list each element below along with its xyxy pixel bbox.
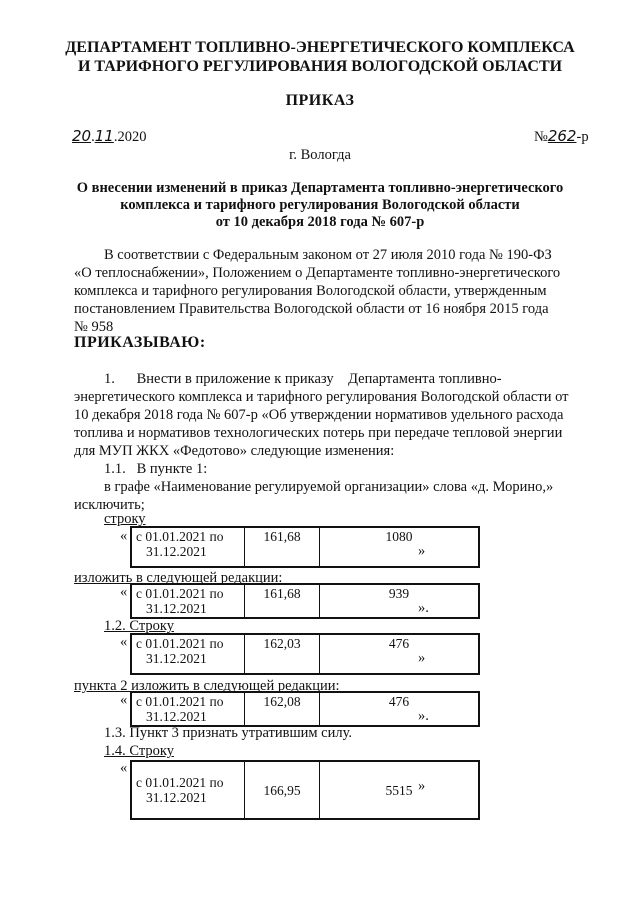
period-cell: с 01.01.2021 по 31.12.2021 — [131, 634, 245, 674]
clause-1-4: 1.4. Строку — [104, 743, 174, 759]
period-cell: с 01.01.2021 по 31.12.2021 — [131, 584, 245, 618]
date-month: 11 — [94, 127, 114, 145]
department-name-line1: ДЕПАРТАМЕНТ ТОПЛИВНО-ЭНЕРГЕТИЧЕСКОГО КОМПЛЕКСА — [65, 39, 575, 56]
preamble: В соответствии с Федеральным законом от 27 июля 2010 года № 190-ФЗ «О теплоснабжении», Положением о Департаменте топливно-энергетического комплекса и тарифного регулирования Вологодской области, утвержденным постановлением Правительства Вологодской области от 16 ноября 2015 года № 958 — [74, 247, 561, 335]
quote-close: » — [418, 543, 426, 559]
quote-close: » — [418, 650, 426, 666]
period-cell: с 01.01.2021 по 31.12.2021 — [131, 527, 245, 567]
quote-open: « — [120, 692, 128, 708]
quote-open: « — [120, 528, 128, 544]
clause-1-1-exclude: исключить; — [74, 497, 145, 513]
clause-1-2: 1.2. Строку — [104, 618, 174, 634]
fuel-norm-cell: 166,95 — [245, 761, 320, 819]
clause-1-1-text: в графе «Наименование регулируемой организации» слова «д. Морино,» — [104, 479, 554, 495]
redaction-label: изложить в следующей редакции: — [74, 570, 283, 586]
city: г. Вологда — [289, 147, 351, 163]
fuel-norm-cell: 162,08 — [245, 692, 320, 726]
norms-table-row — [130, 633, 480, 675]
redaction-label: пункта 2 изложить в следующей редакции: — [74, 678, 340, 694]
quote-open: « — [120, 584, 128, 600]
period-cell: с 01.01.2021 по 31.12.2021 — [131, 761, 245, 819]
department-name-line2: И ТАРИФНОГО РЕГУЛИРОВАНИЯ ВОЛОГОДСКОЙ ОБЛАСТИ — [77, 58, 563, 75]
date-year: .2020 — [113, 129, 147, 145]
heat-loss-cell: 5515 — [320, 761, 480, 819]
fuel-norm-cell: 161,68 — [245, 584, 320, 618]
quote-close: » — [418, 778, 426, 794]
period-cell: с 01.01.2021 по 31.12.2021 — [131, 692, 245, 726]
quote-close: ». — [418, 600, 429, 616]
number-value: 262 — [547, 127, 577, 145]
date-day: 20 — [72, 127, 92, 145]
document-type: ПРИКАЗ — [285, 92, 355, 109]
clause-1-1-heading: 1.1. В пункте 1: — [104, 461, 208, 477]
heat-loss-cell: 476 — [320, 634, 480, 674]
heat-loss-cell: 939 — [320, 584, 480, 618]
fuel-norm-cell: 162,03 — [245, 634, 320, 674]
quote-open: « — [120, 634, 128, 650]
order-subject: О внесении изменений в приказ Департамента топливно-энергетического комплекса и тарифного регулирования Вологодской области от 10 декабря 2018 года № 607-р — [76, 180, 564, 230]
norms-table-row — [130, 526, 480, 568]
department-header — [0, 38, 640, 76]
order-date: 20.11.2020 — [72, 127, 147, 145]
heat-loss-cell: 476 — [320, 692, 480, 726]
order-word: ПРИКАЗЫВАЮ: — [74, 334, 206, 351]
norms-table-row — [130, 760, 480, 820]
clause-1-3: 1.3. Пункт 3 признать утратившим силу. — [104, 725, 353, 741]
quote-open: « — [120, 760, 128, 776]
order-number: №262-р — [534, 127, 589, 145]
fuel-norm-cell: 161,68 — [245, 527, 320, 567]
heat-loss-cell: 1080 — [320, 527, 480, 567]
quote-close: ». — [418, 708, 429, 724]
clause-1: 1. Внести в приложение к приказу Департамента топливно- энергетического комплекса и тарифного регулирования Вологодской области от 10 декабря 2018 года № 607-р «Об утверждении нормативов удельного расхода топлива и нормативов технологических потерь при передаче тепловой энергии для МУП ЖКХ «Федотово» следующие изменения: — [74, 371, 569, 459]
row-label: строку — [104, 511, 146, 527]
